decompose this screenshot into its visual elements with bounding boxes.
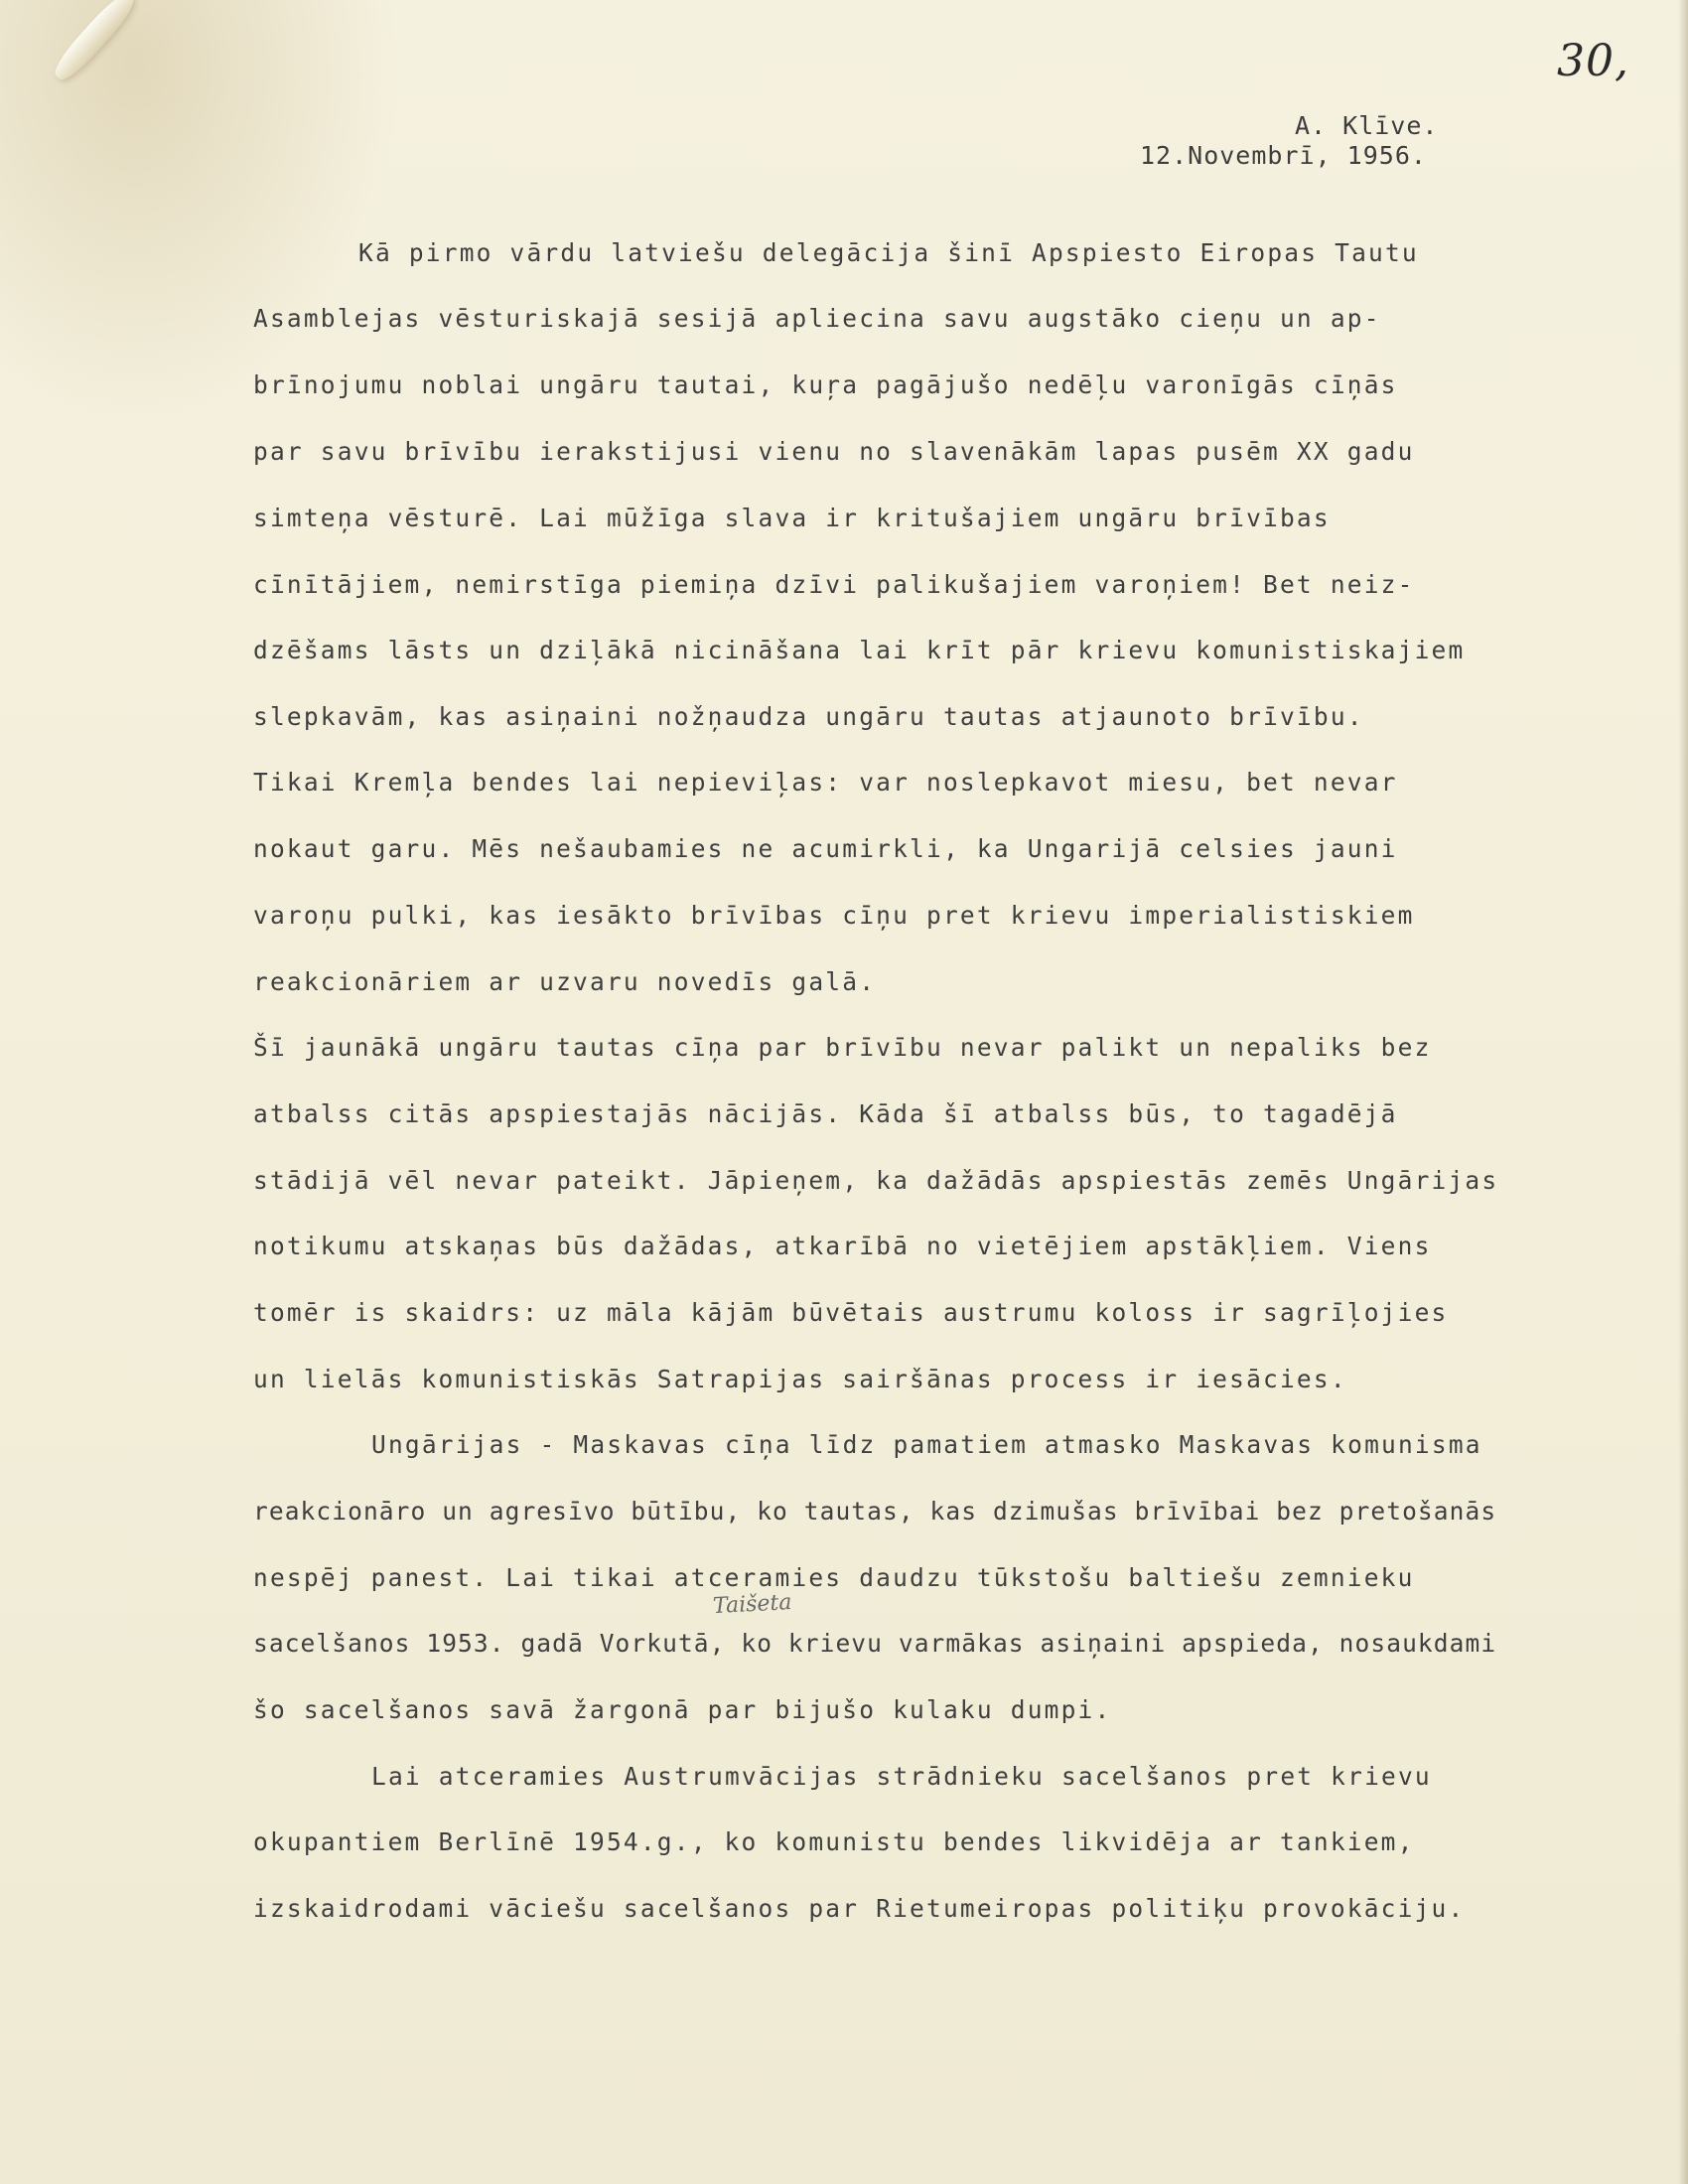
paragraph-1-line-5: simteņa vēsturē. Lai mūžīga slava ir kritušajiem ungāru brīvības (253, 504, 1331, 532)
paragraph-2-line-6: un lielās komunistiskās Satrapijas sairšānas process ir iesācies. (253, 1365, 1347, 1393)
paragraph-1-line-7: dzēšams lāsts un dziļākā nicināšana lai krīt pār krievu komunistiskajiem (253, 636, 1466, 664)
paragraph-1-line-4: par savu brīvību ierakstijusi vienu no slavenākām lapas pusēm XX gadu (253, 437, 1415, 466)
page-edge-shadow (1678, 0, 1688, 2184)
paragraph-2-line-2: atbalss citās apspiestajās nācijās. Kāda šī atbalss būs, to tagadējā (253, 1099, 1398, 1128)
paragraph-2-line-1: Šī jaunākā ungāru tautas cīņa par brīvību nevar palikt un nepaliks bez (253, 1033, 1432, 1062)
paragraph-2-line-4: notikumu atskaņas būs dažādas, atkarībā no vietējiem apstākļiem. Viens (253, 1232, 1432, 1260)
paragraph-1-line-2: Asamblejas vēsturiskajā sesijā apliecina savu augstāko cieņu un ap- (253, 304, 1381, 333)
paragraph-1-line-11: varoņu pulki, kas iesākto brīvības cīņu pret krievu imperialistiskiem (253, 901, 1415, 930)
paragraph-1-line-6: cīnītājiem, nemirstīga piemiņa dzīvi palikušajiem varoņiem! Bet neiz- (253, 570, 1415, 599)
document-date: 12.Novembrī, 1956. (1140, 141, 1427, 170)
folded-corner-mark (49, 0, 139, 85)
paragraph-1-line-3: brīnojumu noblai ungāru tautai, kuŗa pagājušo nedēļu varonīgās cīņās (253, 370, 1398, 399)
paragraph-4-line-1: Lai atceramies Austrumvācijas strādnieku sacelšanos pret krievu (371, 1762, 1432, 1791)
author-name: A. Klīve. (1295, 111, 1439, 140)
paragraph-3-line-5: šo sacelšanos savā žargonā par bijušo kulaku dumpi. (253, 1695, 1112, 1724)
paragraph-4-line-2: okupantiem Berlīnē 1954.g., ko komunistu bendes likvidēja ar tankiem, (253, 1827, 1415, 1856)
paragraph-3-line-4: sacelšanos 1953. gadā Vorkutā, ko krievu varmākas asiņaini apspieda, nosaukdami (253, 1629, 1497, 1658)
paragraph-3-line-2: reakcionāro un agresīvo būtību, ko tautas, kas dzimušas brīvībai bez pretošanās (253, 1497, 1497, 1526)
paragraph-1-line-1: Kā pirmo vārdu latviešu delegācija šinī Apspiesto Eiropas Tautu (358, 238, 1419, 267)
handwritten-page-number: 30, (1557, 36, 1629, 86)
paragraph-4-line-3: izskaidrodami vāciešu sacelšanos par Rietumeiropas politiķu provokāciju. (253, 1894, 1466, 1923)
paragraph-1-line-12: reakcionāriem ar uzvaru novedīs galā. (253, 967, 877, 996)
paragraph-2-line-3: stādijā vēl nevar pateikt. Jāpieņem, ka dažādās apspiestās zemēs Ungārijas (253, 1166, 1499, 1195)
paragraph-2-line-5: tomēr is skaidrs: uz māla kājām būvētais austrumu koloss ir sagrīļojies (253, 1298, 1449, 1327)
paragraph-1-line-8: slepkavām, kas asiņaini nožņaudza ungāru tautas atjaunoto brīvību. (253, 702, 1364, 731)
paragraph-1-line-10: nokaut garu. Mēs nešaubamies ne acumirkli, ka Ungarijā celsies jauni (253, 834, 1398, 863)
paragraph-3-line-3: nespēj panest. Lai tikai atceramies daudzu tūkstošu baltiešu zemnieku (253, 1563, 1415, 1592)
paragraph-1-line-9: Tikai Kremļa bendes lai nepieviļas: var noslepkavot miesu, bet nevar (253, 768, 1398, 797)
handwritten-annotation: Taišeta (712, 1589, 792, 1620)
paragraph-3-line-1: Ungārijas - Maskavas cīņa līdz pamatiem atmasko Maskavas komunisma (371, 1430, 1482, 1459)
